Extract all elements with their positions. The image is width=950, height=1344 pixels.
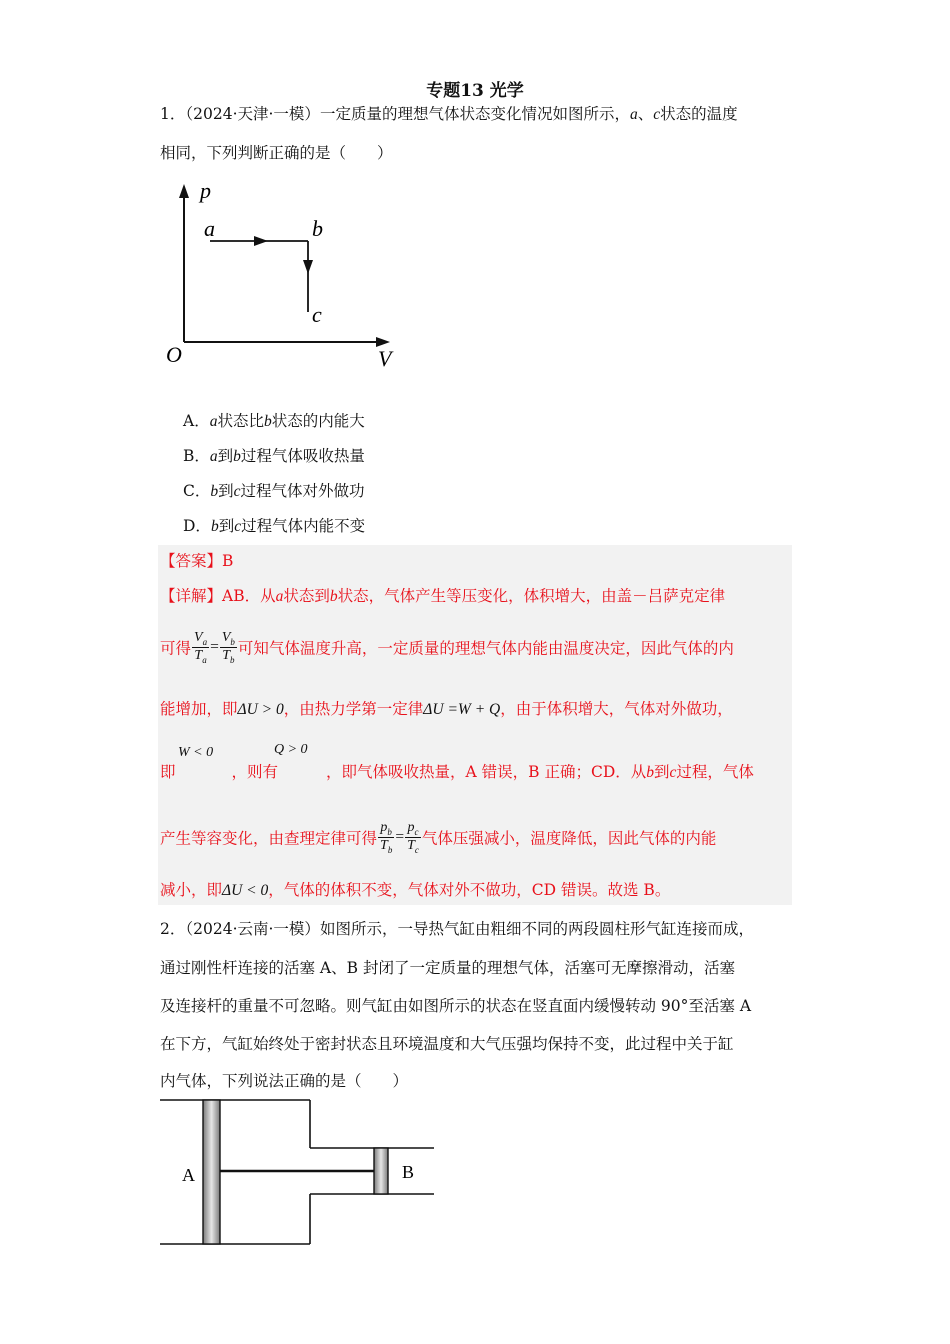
- answer-value: B: [222, 552, 234, 570]
- option-b[interactable]: B．a到b过程气体吸收热量: [183, 447, 365, 465]
- pv-origin-label: O: [166, 342, 182, 367]
- option-d[interactable]: D．b到c过程气体内能不变: [183, 517, 366, 535]
- pv-y-label: p: [200, 178, 211, 203]
- eq-first-law: ΔU =W + Q: [423, 701, 501, 718]
- cylinder-figure: [160, 1096, 440, 1248]
- question-2-line-4: 在下方，气缸始终处于密封状态且环境温度和大气压强均保持不变，此过程中关于缸: [160, 1035, 734, 1053]
- eq-w-negative: W < 0: [178, 745, 214, 760]
- var-a: a: [629, 106, 638, 123]
- question-1-line-2: 相同，下列判断正确的是（ ）: [160, 144, 393, 162]
- pv-point-a: a: [204, 216, 215, 241]
- piston-a: [203, 1100, 220, 1244]
- eq-q-positive: Q > 0: [274, 742, 308, 757]
- page-title: 专题13 光学: [426, 81, 524, 101]
- fraction-pb-tb: $\frac{p_b}{T_b}$: [380, 820, 393, 855]
- detail-line-4: 即 ，则有 ，即气体吸收热量，A 错误，B 正确；CD．从b到c过程，气体: [160, 763, 754, 781]
- fraction-va-ta: $\frac{V_a}{T_a}$: [194, 630, 208, 665]
- question-1-text-tail: 状态的温度: [660, 105, 738, 123]
- piston-a-label: A: [182, 1165, 195, 1185]
- pv-point-c: c: [312, 302, 322, 327]
- option-a[interactable]: A．a状态比b状态的内能大: [183, 412, 365, 430]
- question-1-number: 1．: [160, 105, 186, 123]
- answer-label: 【答案】: [160, 552, 223, 570]
- question-2-line-1: 2．（2024·云南·一模）如图所示，一导热气缸由粗细不同的两段圆柱形气缸连接而成，: [160, 920, 754, 938]
- fraction-vb-tb: $\frac{V_b}{T_b}$: [221, 630, 235, 665]
- piston-b: [374, 1148, 388, 1194]
- question-1-source: （2024·天津·一模）: [185, 105, 320, 123]
- detail-line-3: 能增加，即ΔU > 0，由热力学第一定律ΔU =W + Q，由于体积增大，气体对外做功，: [160, 700, 733, 718]
- question-2-line-2: 通过刚性杆连接的活塞 A、B 封闭了一定质量的理想气体，活塞可无摩擦滑动，活塞: [160, 959, 735, 977]
- piston-b-label: B: [402, 1162, 415, 1182]
- question-2-source: （2024·云南·一模）: [185, 920, 320, 938]
- question-2-number: 2．: [160, 920, 186, 938]
- pv-arrow-ab: [254, 236, 268, 246]
- detail-line-5: 产生等容变化，由查理定律可得 $\frac{p_b}{T_b}$ = $\frac{p_c}{T_c}$ 气体压强减小，温度降低，因此气体的内能: [160, 820, 717, 855]
- question-1-text: 一定质量的理想气体状态变化情况如图所示，: [319, 105, 630, 123]
- pv-graph: [160, 176, 400, 376]
- pv-point-b: b: [312, 216, 323, 241]
- answer-line: [160, 549, 233, 571]
- detail-line-1: 【详解】AB．从a状态到b状态，气体产生等压变化，体积增大，由盖－吕萨克定律: [160, 587, 726, 605]
- pv-x-label: V: [378, 346, 392, 371]
- option-c[interactable]: C．b到c过程气体对外做功: [183, 482, 365, 500]
- eq-delta-u-positive: ΔU > 0: [237, 701, 284, 718]
- fraction-pc-tc: $\frac{p_c}{T_c}$: [407, 820, 419, 855]
- question-1-line-1: [160, 102, 738, 124]
- pv-y-axis-arrow: [179, 184, 189, 198]
- detail-label: 【详解】: [160, 587, 223, 605]
- pv-arrow-bc: [303, 260, 313, 274]
- var-c: c: [653, 106, 661, 123]
- detail-line-2: 可得 $\frac{V_a}{T_a}$ = $\frac{V_b}{T_b}$ 可知气体温度升高，一定质量的理想气体内能由温度决定，因此气体的内: [160, 630, 734, 665]
- question-2-line-3: 及连接杆的重量不可忽略。则气缸由如图所示的状态在竖直面内缓慢转动 90°至活塞 A: [160, 997, 752, 1015]
- question-2-line-5: 内气体，下列说法正确的是（ ）: [160, 1072, 409, 1090]
- separator: 、: [637, 105, 654, 123]
- detail-line-6: 减小，即ΔU < 0，气体的体积不变，气体对外不做功，CD 错误。故选 B。: [160, 881, 671, 899]
- eq-delta-u-negative: ΔU < 0: [222, 882, 269, 899]
